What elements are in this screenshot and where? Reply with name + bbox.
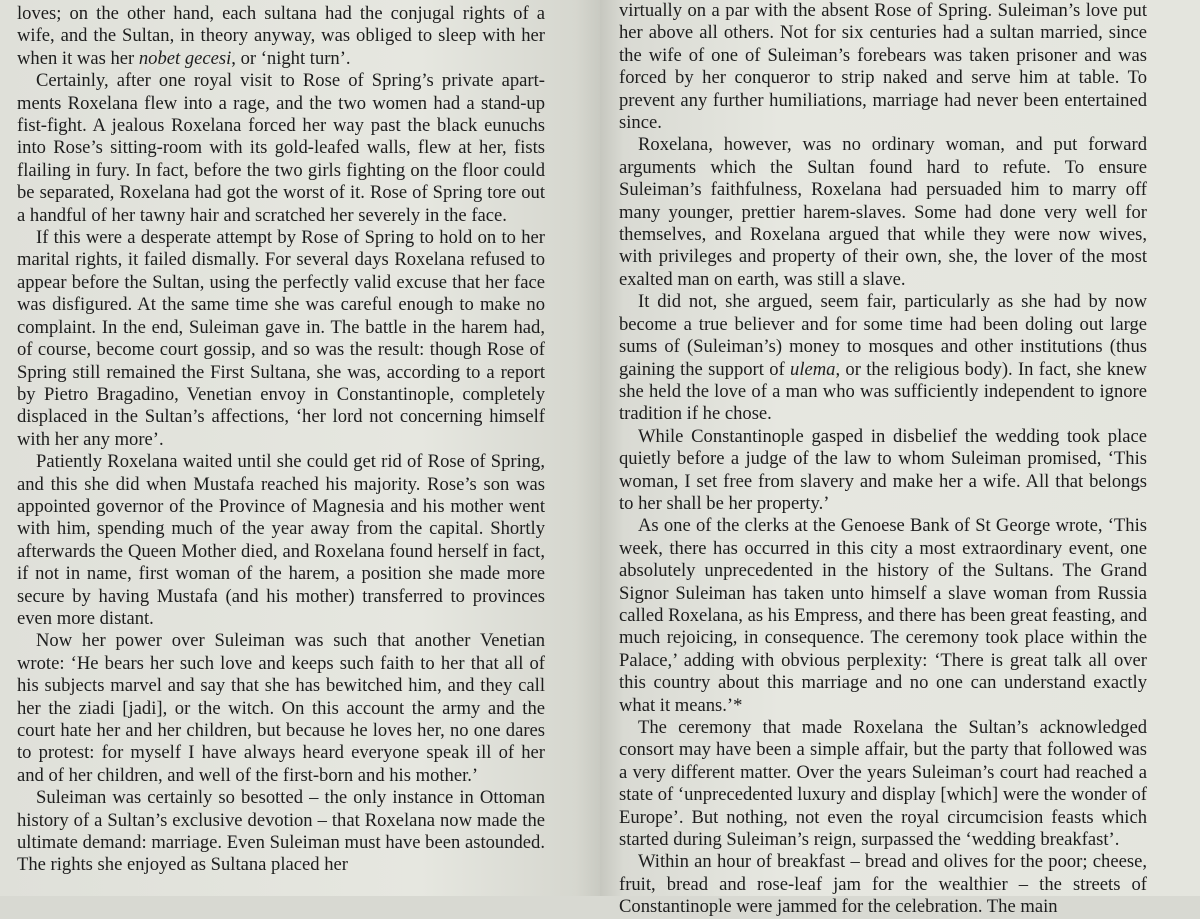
paragraph: Certainly, after one royal visit to Rose of Spring’s private apartments Roxelana flew into a rage, and the two women had a stand-up fist-fight. A jealous Roxelana forced her way past the black eunuchs into Rose’s sitting-room with its gold-leafed walls, flew at her, fists flailing in fury. In fact, before the two girls fighting on the floor could be separated, Roxelana had got the worst of it. Rose of Spring tore out a handful of her tawny hair and scratched her severely in the face. bbox=[17, 70, 545, 226]
paragraph: As one of the clerks at the Genoese Bank of St George wrote, ‘This week, there has occurred in this city a most extraordinary event, one absolutely unprecedented in the history of the Sultans. The Grand Signor Suleiman has taken unto himself a slave woman from Russia called Roxelana, as his Empress, and there has been great feasting, and much rejoicing, in consequence. The ceremony took place within the Palace,’ adding with obvious perplexity: ‘There is great talk all over this country about this marriage and no one can understand exactly what it means.’* bbox=[619, 515, 1147, 716]
paragraph: Suleiman was certainly so besotted – the only instance in Ottoman history of a Sultan’s exclusive devotion – that Roxelana now made the ultimate demand: marriage. Even Suleiman must have been astounded. The rights she enjoyed as Sultana placed her bbox=[17, 787, 545, 876]
paragraph: virtually on a par with the absent Rose of Spring. Suleiman’s love put her above all others. Not for six centuries had a sultan married, since the wife of one of Suleiman’s forebears was taken prisoner and was forced by her conqueror to strip naked and serve him at table. To prevent any further humiliations, marriage had never been entertained since. bbox=[619, 0, 1147, 134]
paragraph: Within an hour of breakfast – bread and olives for the poor; cheese, fruit, bread and rose-leaf jam for the wealthier – the streets of Constantinople were jammed for the celebration. The main bbox=[619, 851, 1147, 918]
right-page-text bbox=[619, 0, 1147, 919]
paragraph: While Constantinople gasped in disbelief the wedding took place quietly before a judge of the law to whom Suleiman promised, ‘This woman, I set free from slavery and make her a wife. All that belongs to her shall be her property.’ bbox=[619, 425, 1147, 514]
right-page bbox=[600, 0, 1200, 918]
paragraph: Roxelana, however, was no ordinary woman, and put forward arguments which the Sultan found hard to refute. To ensure Suleiman’s faithfulness, Roxelana had persuaded him to marry off many younger, prettier harem-slaves. Some had done very well for themselves, and Roxelana argued that while they were now wives, with privileges and property of their own, she, the lover of the most exalted man on earth, was still a slave. bbox=[619, 134, 1147, 290]
paragraph: The ceremony that made Roxelana the Sultan’s acknowledged consort may have been a simple affair, but the party that followed was a very different matter. Over the years Suleiman’s court had reached a state of ‘unprecedented luxury and display [which] were the wonder of Europe’. But nothing, not even the royal circumcision feasts which started during Suleiman’s reign, surpassed the ‘wedding breakfast’. bbox=[619, 717, 1147, 851]
paragraph: If this were a desperate attempt by Rose of Spring to hold on to her marital rights, it failed dismally. For several days Roxelana refused to appear before the Sultan, using the perfectly valid excuse that her face was disfigured. At the same time she was careful enough to make no complaint. In the end, Suleiman gave in. The battle in the harem had, of course, become court gossip, and so was the result: though Rose of Spring still remained the First Sultana, she was, according to a report by Pietro Bragadino, Venetian envoy in Constantinople, completely displaced in the Sultan’s affections, ‘her lord not concerning himself with her any more’. bbox=[17, 227, 545, 450]
paragraph bbox=[619, 291, 1147, 425]
italic-term: nobet gecesi bbox=[138, 47, 232, 69]
paragraph-text: loves; on the other hand, each sultana had the conjugal rights of a wife, and the Sultan, in theory anyway, was obliged to sleep with her when it was her bbox=[17, 3, 545, 69]
paragraph bbox=[17, 3, 545, 70]
paragraph-text: It did not, she argued, seem fair, particularly as she had by now become a true believer and for some time had been doling out large sums of (Suleiman’s) money to mosques and other institutions (thus gaining the support of bbox=[619, 291, 1147, 380]
left-page bbox=[0, 0, 600, 896]
italic-term: ulema bbox=[790, 358, 836, 380]
paragraph: Now her power over Suleiman was such that another Venetian wrote: ‘He bears her such love and keeps such faith to her that all of his subjects marvel and say that she has bewitched him, and they call her the ziadi [jadi], or the witch. On this account the army and the court hate her and her children, but because he loves her, no one dares to protest: for myself I have always heard everyone speak ill of her and of her children, and well of the first-born and his mother.’ bbox=[17, 630, 545, 786]
left-page-text bbox=[17, 3, 545, 877]
paragraph-text: , or ‘night turn’. bbox=[231, 47, 351, 69]
paragraph: Patiently Roxelana waited until she could get rid of Rose of Spring, and this she did when Mustafa reached his majority. Rose’s son was appointed governor of the Province of Magnesia and his mother went with him, spending much of the year away from the capital. Shortly afterwards the Queen Mother died, and Roxelana found herself in fact, if not in name, first woman of the harem, a position she made more secure by having Mustafa (and his mother) transferred to provinces even more distant. bbox=[17, 451, 545, 629]
paragraph-text: , or the religious body). In fact, she knew she held the love of a man who was sufficiently independent to ignore tradition if he chose. bbox=[619, 358, 1147, 425]
